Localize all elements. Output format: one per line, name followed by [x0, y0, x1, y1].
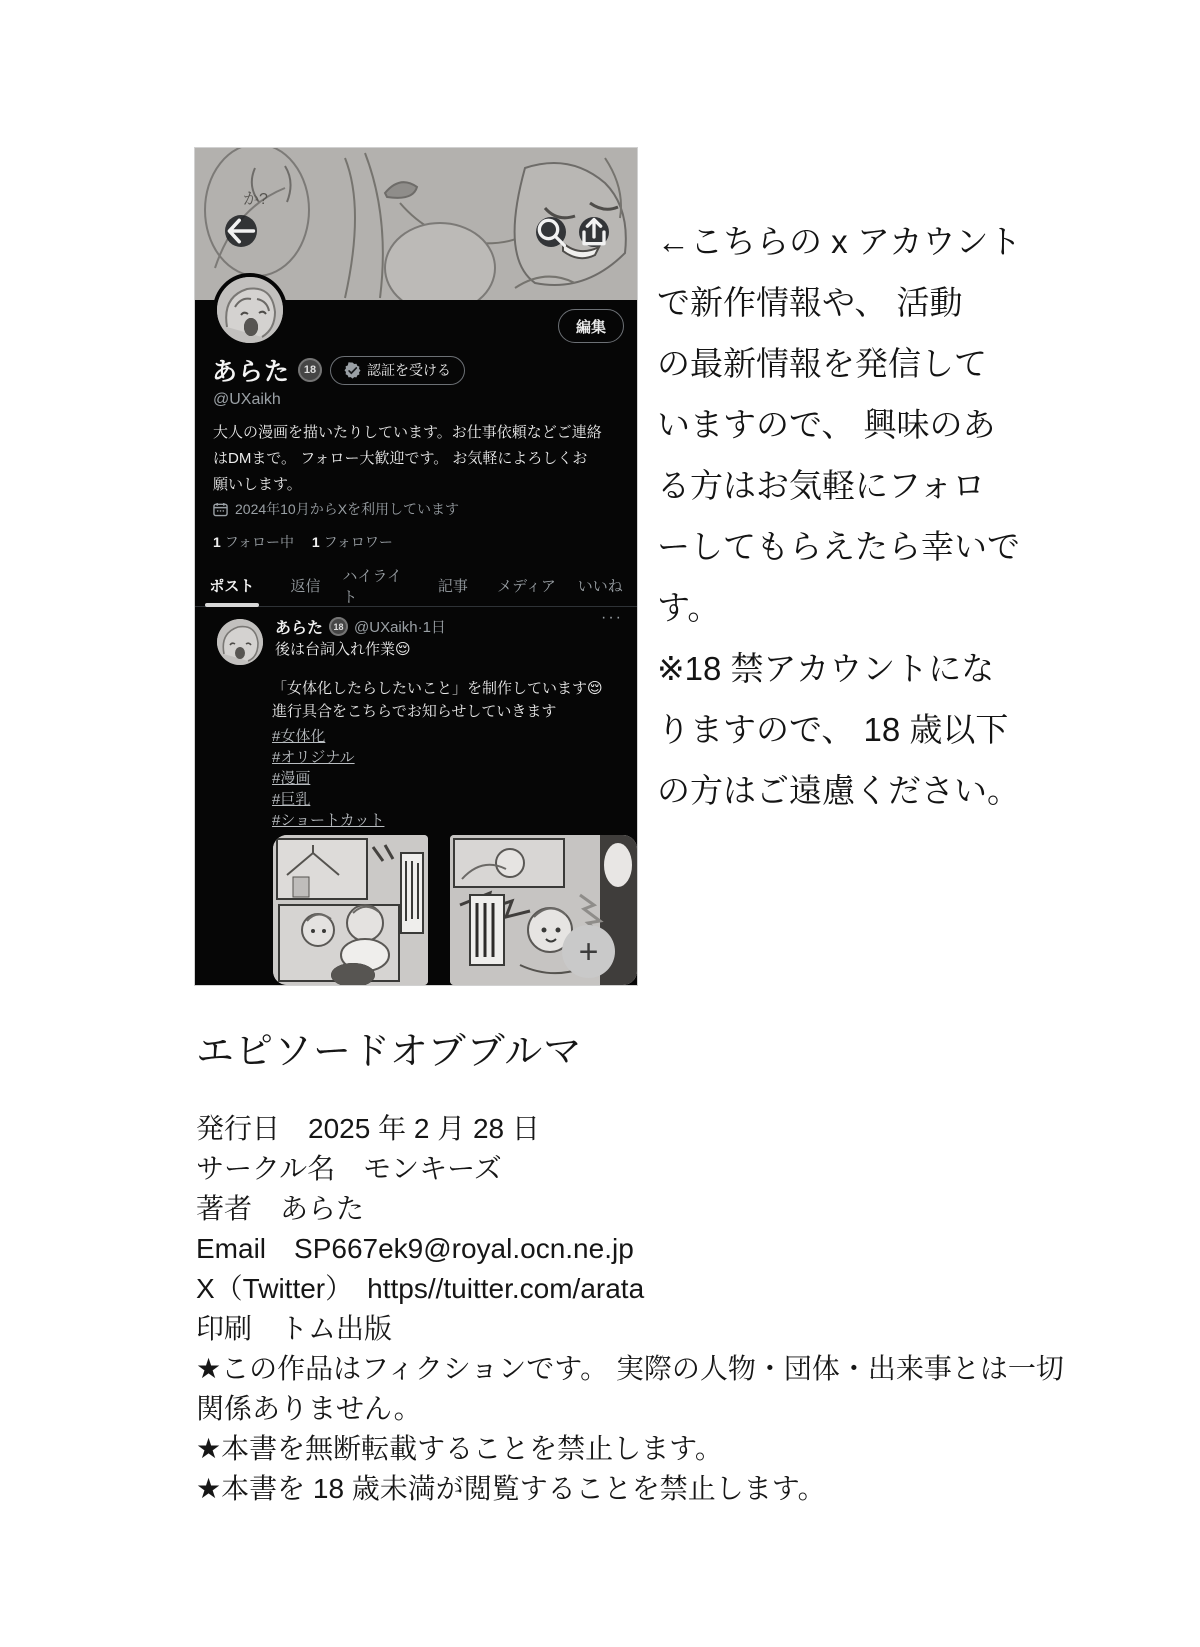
share-icon — [579, 217, 609, 247]
more-icon[interactable]: ··· — [601, 609, 623, 626]
bio-line: 大人の漫画を描いたりしています。お仕事依頼などご連絡 — [213, 424, 602, 441]
edit-profile-button[interactable]: 編集 — [558, 309, 624, 343]
post-meta: @UXaikh·1日 — [354, 619, 446, 636]
colophon — [196, 1020, 1186, 1509]
annotation-line: す。 — [657, 589, 721, 626]
annotation-line: ーしてもらえたら幸いで — [657, 528, 1020, 565]
manga-panel-art — [273, 835, 428, 985]
tab-label: ポスト — [209, 578, 255, 595]
book-title: エピソードオブブルマ — [196, 1031, 583, 1073]
annotation-line: の方はご遠慮ください。 — [657, 772, 1020, 809]
colophon-line: ★この作品はフィクションです。 実際の人物・団体・出来事とは一切 — [196, 1353, 1064, 1384]
printed-annotation — [657, 211, 1187, 821]
profile-handle: @UXaikh — [213, 391, 281, 408]
follow-stats — [213, 532, 393, 552]
back-arrow-icon — [225, 215, 257, 247]
following-label[interactable]: フォロー中 — [224, 534, 294, 550]
following-count[interactable]: 1 — [213, 534, 221, 550]
post-hashtags — [272, 726, 384, 831]
post-body-line: 進行具合をこちらでお知らせしていきます — [272, 703, 557, 720]
compose-fab-button[interactable]: + — [562, 925, 615, 978]
colophon-line: 著者 あらた — [196, 1193, 365, 1224]
search-button[interactable] — [536, 217, 566, 247]
post-avatar-sketch-art — [217, 619, 263, 665]
hashtag-link[interactable]: #オリジナル — [272, 749, 355, 766]
colophon-line: X（Twitter） https//tuitter.com/arata — [196, 1273, 645, 1304]
profile-avatar[interactable] — [213, 273, 287, 347]
share-button[interactable] — [579, 217, 609, 247]
annotation-line: りますので、 18 歳以下 — [657, 711, 1009, 748]
back-button[interactable] — [225, 215, 257, 247]
profile-bio — [213, 420, 623, 498]
profile-tabs — [195, 565, 637, 607]
post-body-line: 「女体化したらしたいこと」を制作しています😌 — [272, 680, 603, 697]
get-verified-button[interactable] — [330, 356, 465, 385]
hashtag-link[interactable]: #ショートカット — [272, 812, 385, 829]
tab-label: ハイライト — [342, 567, 402, 606]
colophon-line: 関係ありません。 — [196, 1393, 422, 1424]
annotation-line: る方はお気軽にフォロ — [657, 467, 986, 504]
annotation-line: ※18 禁アカウントにな — [657, 650, 995, 687]
x-profile-screenshot — [195, 148, 637, 985]
tab-replies[interactable] — [269, 565, 343, 606]
calendar-icon — [213, 502, 228, 517]
tab-label: 返信 — [290, 578, 321, 595]
tab-media[interactable] — [490, 565, 564, 606]
join-date-row — [213, 499, 459, 519]
verify-label: 認証を受ける — [367, 362, 452, 378]
tab-likes[interactable] — [563, 565, 637, 606]
post-header — [275, 615, 446, 638]
annotation-line: で新作情報や、 活動 — [657, 284, 963, 321]
annotation-line: の最新情報を発信して — [657, 345, 987, 382]
followers-count[interactable]: 1 — [311, 534, 320, 550]
colophon-line: 発行日 2025 年 2 月 28 日 — [196, 1113, 540, 1144]
tab-articles[interactable] — [416, 565, 490, 606]
join-date-text: 2024年10月からXを利用しています — [235, 501, 460, 517]
search-icon — [536, 217, 566, 247]
colophon-line: 印刷 トム出版 — [196, 1313, 393, 1344]
hashtag-link[interactable]: #巨乳 — [272, 791, 311, 808]
colophon-line: ★本書を無断転載することを禁止します。 — [196, 1433, 723, 1464]
profile-name: あらた — [212, 358, 291, 386]
post-text: 後は台詞入れ作業😌 — [275, 641, 411, 658]
colophon-line: Email SP667ek9@royal.ocn.ne.jp — [196, 1233, 634, 1264]
svg-text:か?: か? — [243, 191, 268, 208]
bio-line: はDMまで。 フォロー大歓迎です。 お気軽によろしくお — [213, 450, 588, 467]
hashtag-link[interactable]: #女体化 — [272, 728, 326, 745]
colophon-lines — [196, 1109, 1186, 1509]
followers-label[interactable]: フォロワー — [323, 534, 393, 550]
18plus-badge-icon: 18 — [298, 358, 322, 382]
avatar-sketch-art — [217, 277, 283, 343]
annotation-line: ←こちらの x アカウント — [657, 223, 1022, 260]
tab-label: 記事 — [437, 578, 468, 595]
tab-highlights[interactable] — [342, 565, 416, 606]
colophon-line: ★本書を 18 歳未満が閲覧することを禁止します。 — [196, 1473, 826, 1504]
bio-line: 願いします。 — [213, 476, 302, 493]
post-avatar[interactable] — [217, 619, 263, 665]
post-body — [272, 677, 603, 723]
verified-check-icon — [344, 362, 361, 379]
18plus-badge-icon: 18 — [329, 617, 348, 636]
post-image-1[interactable] — [273, 835, 428, 985]
post-author[interactable]: あらた — [275, 620, 324, 637]
active-tab-underline — [205, 603, 259, 607]
tab-label: いいね — [577, 578, 623, 595]
tab-posts[interactable] — [195, 565, 269, 606]
annotation-line: いますので、 興味のあ — [657, 406, 996, 443]
hashtag-link[interactable]: #漫画 — [272, 770, 311, 787]
colophon-line: サークル名 モンキーズ — [196, 1153, 502, 1184]
profile-name-row — [212, 352, 465, 388]
tab-label: メディア — [497, 578, 556, 595]
